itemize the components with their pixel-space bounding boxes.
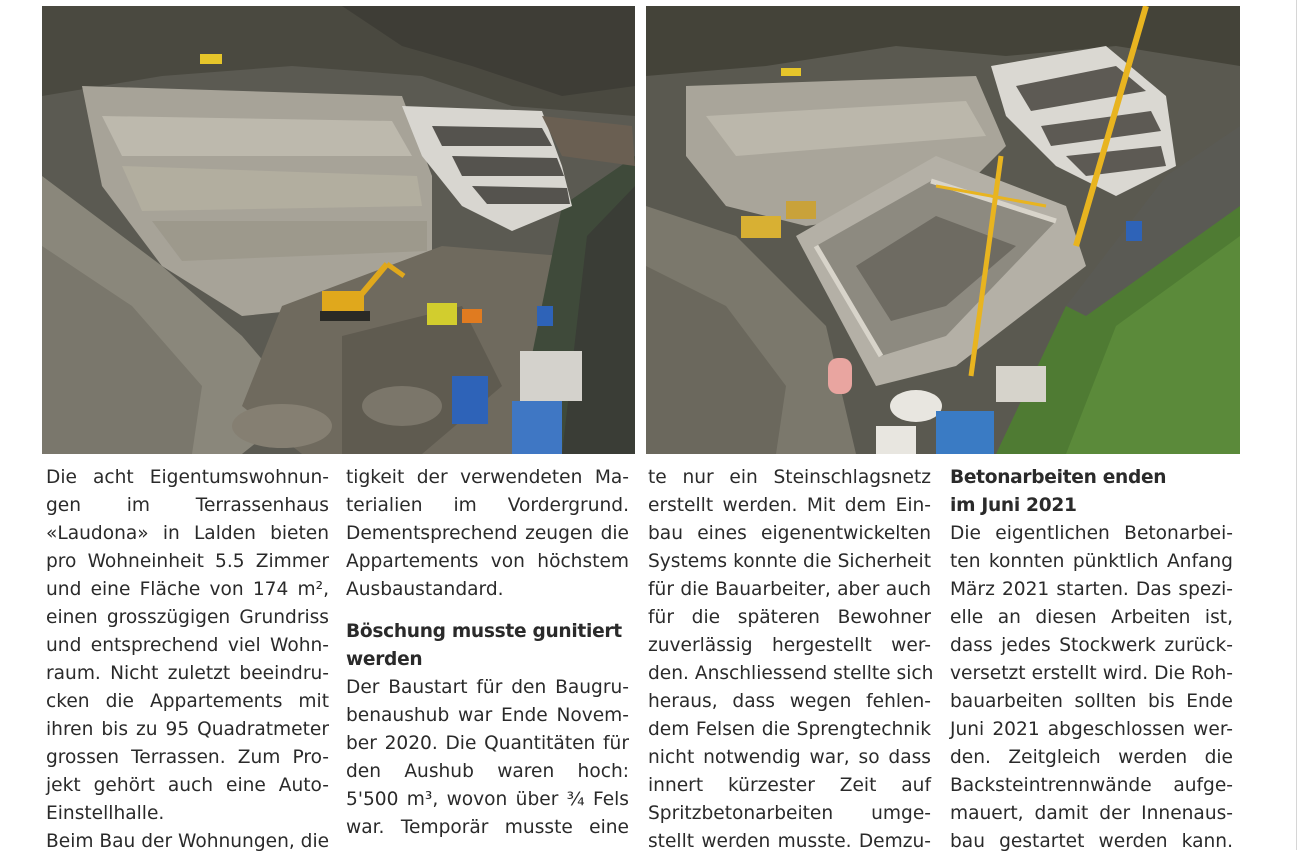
article-text-line: für die Bauarbeiter, aber auch [648,579,931,600]
section-heading-line: werden [346,649,423,670]
page-edge-rule [1296,0,1297,850]
article-text-line: gen im Terrassenhaus [46,495,329,516]
article-text-line: Appartements von höchstem [346,551,629,572]
article-text-line: bau eines eigenentwickelten [648,523,931,544]
text-column-4 [950,464,1233,856]
article-text-line: Backsteintrennwände aufge- [950,775,1233,796]
article-text-line: innert kürzester Zeit auf [648,775,931,796]
article-text-line: Spritzbetonarbeiten umge- [648,803,931,824]
article-text-line: mauert, damit der Innenaus- [950,803,1233,824]
article-text-line: versetzt erstellt wird. Die Roh- [950,663,1233,684]
article-text-line: heraus, dass wegen fehlen- [648,691,931,712]
article-text-line: Ausbaustandard. [346,579,504,600]
article-text-line: nicht notwendig war, so dass [648,747,931,768]
article-text-line: Die acht Eigentumswohnun- [46,467,329,488]
text-column-2 [346,464,629,842]
article-text-line: einen grosszügigen Grundriss [46,607,329,628]
article-text-line: war. Temporär musste eine [346,817,629,838]
photo-excavation-image [42,6,635,454]
article-text-line: Der Baustart für den Baugru- [346,677,629,698]
photo-shell-construction-image [646,6,1240,454]
article-text-line: jekt gehört auch eine Auto- [46,775,329,796]
article-text-line: stellt werden musste. Demzu- [648,831,931,852]
article-text-line: bauarbeiten sollten bis Ende [950,691,1233,712]
article-text-line: bau gestartet werden kann. [950,831,1233,852]
article-text-line: «Laudona» in Lalden bieten [46,523,329,544]
article-text-line: zuverlässig hergestellt wer- [648,635,931,656]
article-text-line: dem Felsen die Sprengtechnik [648,719,931,740]
article-text-line: raum. Nicht zuletzt beeindru- [46,663,329,684]
article-text-line: pro Wohneinheit 5.5 Zimmer [46,551,329,572]
section-heading-line: im Juni 2021 [950,495,1077,516]
article-text-line: cken die Appartements mit [46,691,329,712]
article-text-line: erstellt werden. Mit dem Ein- [648,495,931,516]
paragraph-gap [346,604,629,618]
article-text-line: den. Anschliessend stellte sich [648,663,934,684]
article-text-line: Juni 2021 abgeschlossen wer- [950,719,1233,740]
article-text-line: den Aushub waren hoch: [346,761,629,782]
article-text-line: ihren bis zu 95 Quadratmeter [46,719,329,740]
article-text-line: dass jedes Stockwerk zurück- [950,635,1233,656]
article-text-line: terialien im Vordergrund. [346,495,629,516]
article-text-line: den. Zeitgleich werden die [950,747,1233,768]
article-text-line: Die eigentlichen Betonarbei- [950,523,1233,544]
section-heading-line: Betonarbeiten enden [950,467,1167,488]
article-text-line: tigkeit der verwendeten Ma- [346,467,629,488]
article-text-line: Dementsprechend zeugen die [346,523,629,544]
article-text-line: benaushub war Ende Novem- [346,705,629,726]
article-text-line: Einstellhalle. [46,803,165,824]
article-text-line: Beim Bau der Wohnungen, die [46,831,330,852]
photo-excavation [42,6,635,454]
text-column-3 [648,464,934,856]
photo-shell-construction [646,6,1240,454]
article-text-line: te nur ein Steinschlagsnetz [648,467,931,488]
article-text-line: grossen Terrassen. Zum Pro- [46,747,329,768]
article-text-line: ber 2020. Die Quantitäten für [346,733,629,754]
article-text-line: ten konnten pünktlich Anfang [950,551,1233,572]
article-text-line: und entsprechend viel Wohn- [46,635,329,656]
text-column-1 [46,464,329,856]
section-heading-line: Böschung musste gunitiert [346,621,622,642]
article-text-line: März 2021 starten. Das spezi- [950,579,1233,600]
article-text-line: und eine Fläche von 174 m², [46,579,329,600]
article-text-line: 5'500 m³, wovon über ¾ Fels [346,789,629,810]
article-text-line: für die späteren Bewohner [648,607,931,628]
article-text-line: Systems konnte die Sicherheit [648,551,931,572]
article-text-line: elle an diesen Arbeiten ist, [950,607,1233,628]
